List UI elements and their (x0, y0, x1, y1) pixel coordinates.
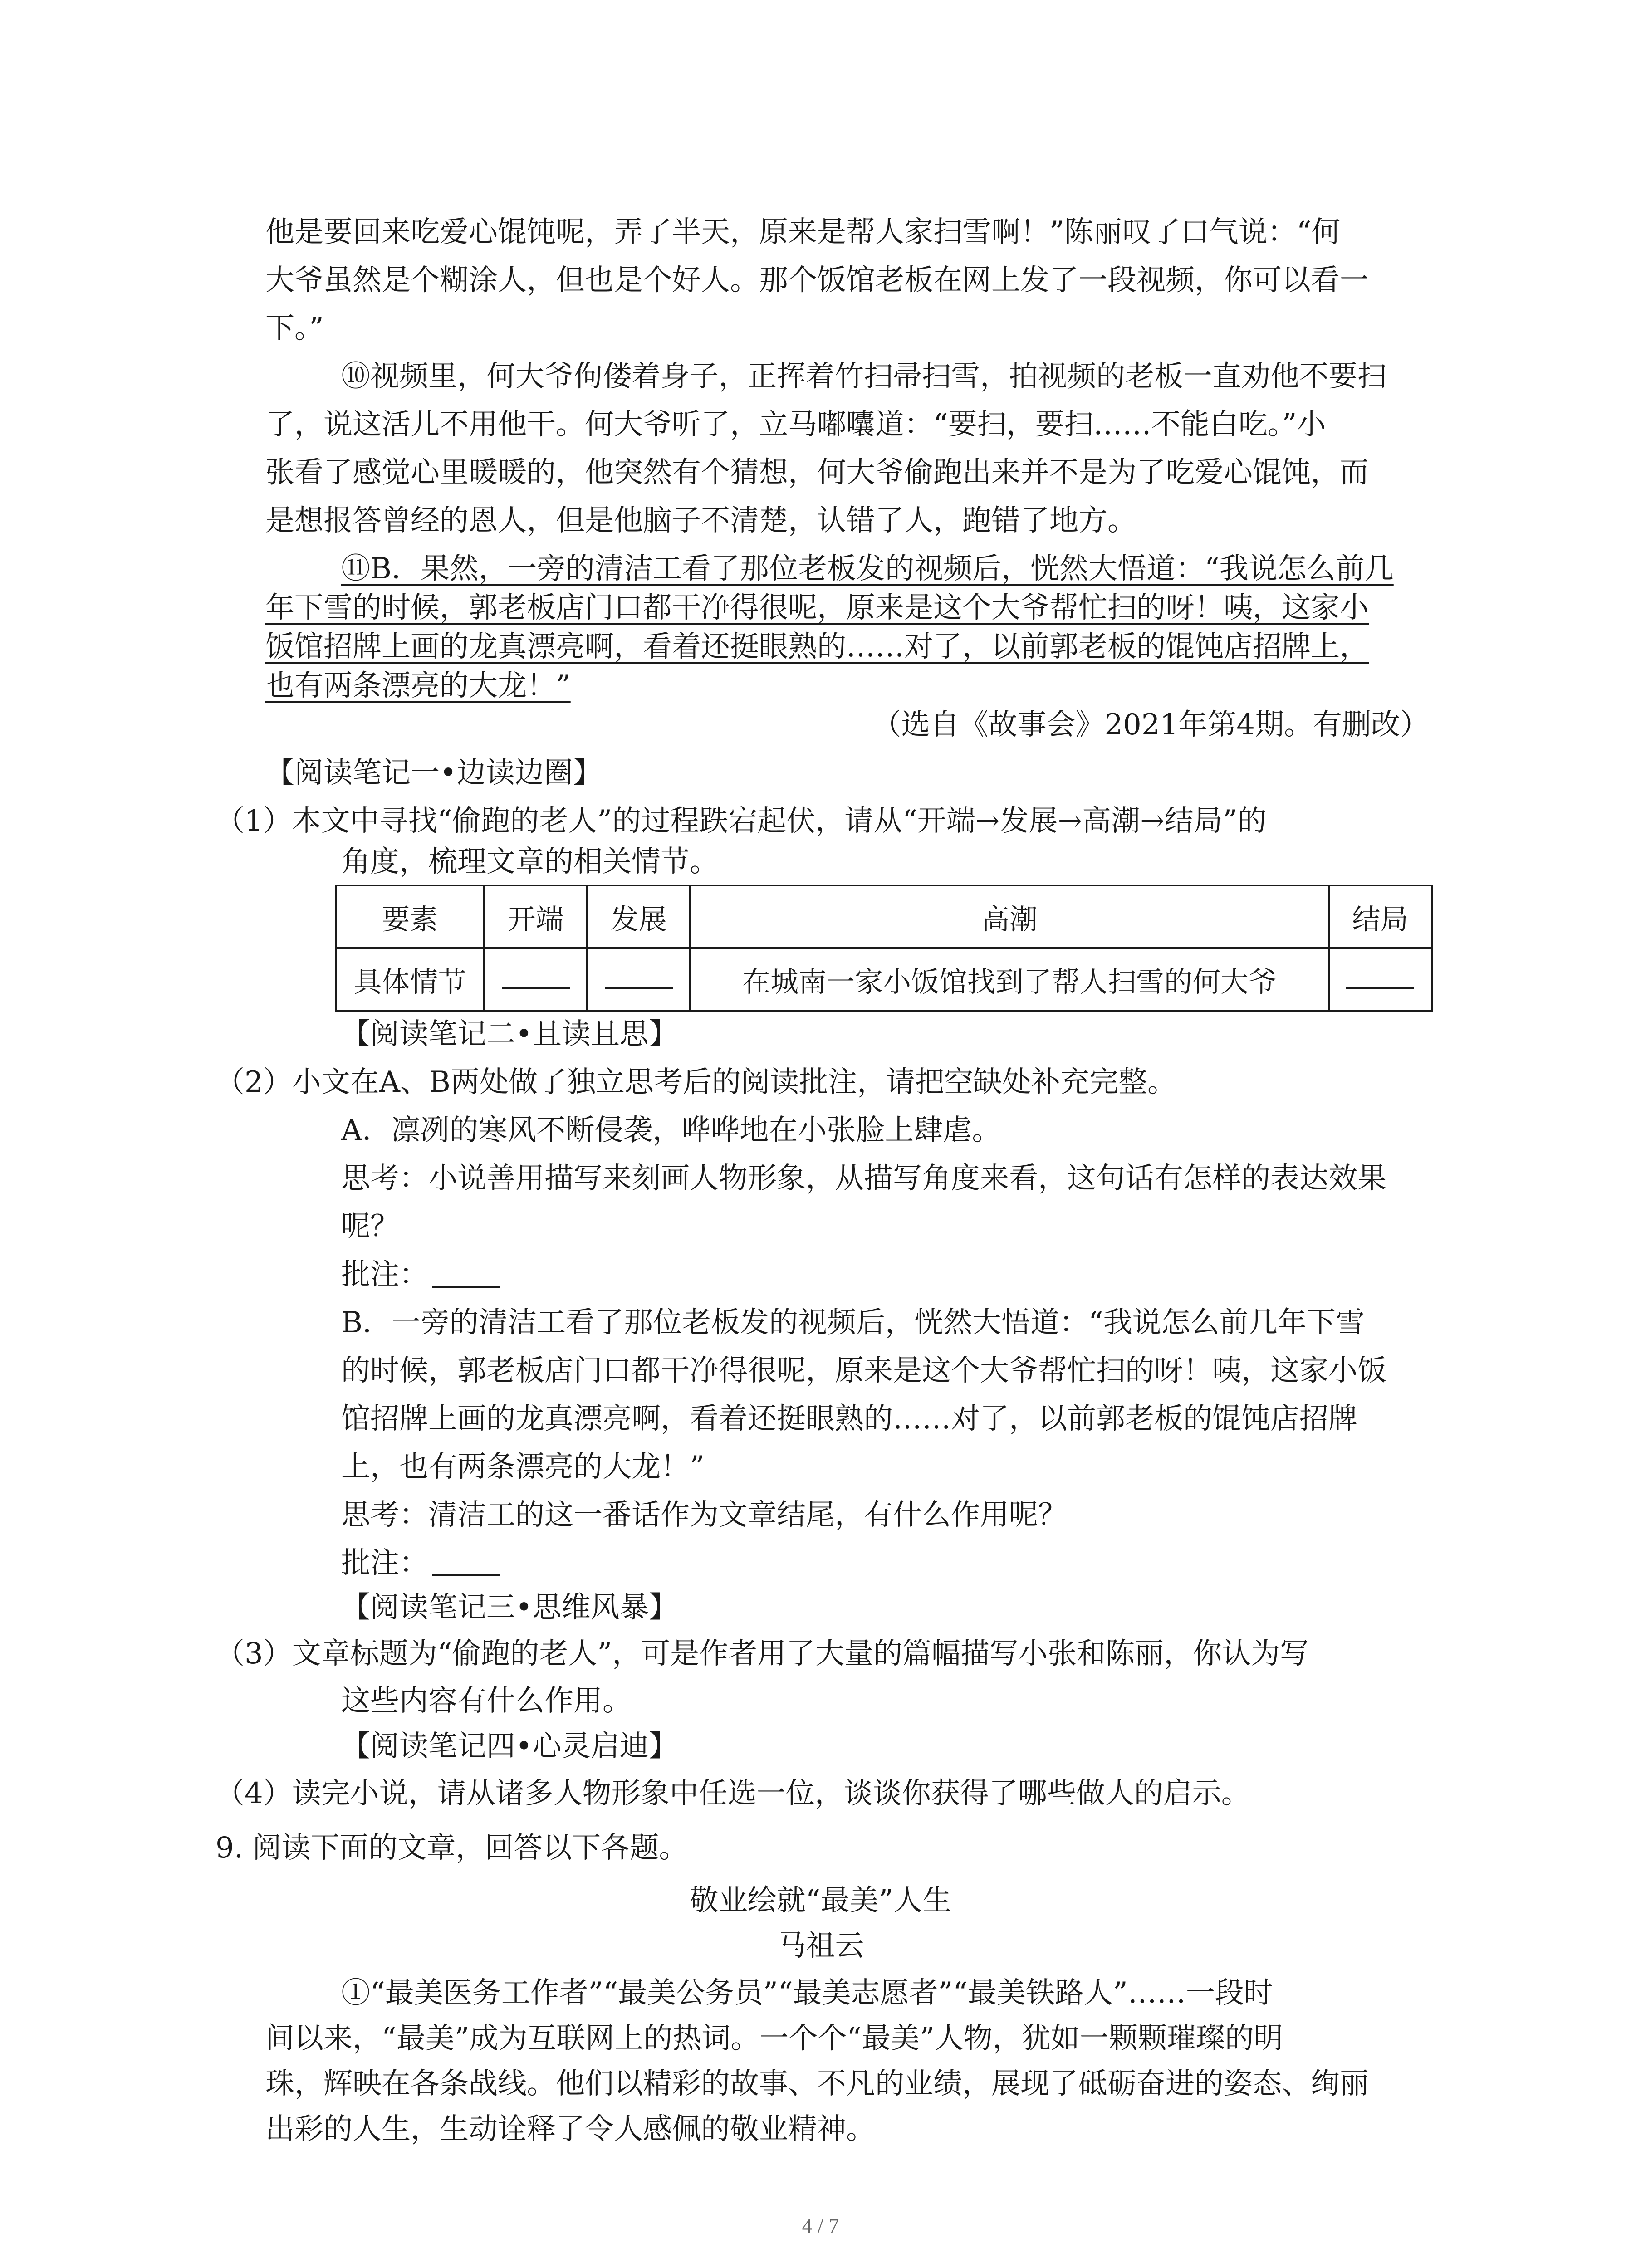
passage-line: 大爷虽然是个糊涂人，但也是个好人。那个饭馆老板在网上发了一段视频，你可以看一 (265, 264, 1369, 297)
note4-title: 【阅读笔记四•心灵启迪】 (341, 1730, 678, 1763)
annotation-label: 批注： (341, 1258, 428, 1291)
plot-table (335, 885, 1433, 1012)
q2-b-text: 的时候，郭老板店门口都干净得很呢，原来是这个大爷帮忙扫的呀！咦，这家小饭 (341, 1354, 1386, 1388)
q2-b-text: B．一旁的清洁工看了那位老板发的视频后，恍然大悟道：“我说怎么前几年下雪 (341, 1306, 1365, 1339)
climax-cell: 在城南一家小饭馆找到了帮人扫雪的何大爷 (690, 948, 1329, 1011)
q2-a-think: 思考：小说善用描写来刻画人物形象，从描写角度来看，这句话有怎样的表达效果 (341, 1162, 1386, 1195)
annotation-a (341, 1252, 1512, 1297)
question-9: 9. 阅读下面的文章，回答以下各题。 (216, 1831, 688, 1865)
header-cell: 发展 (587, 885, 690, 948)
answer-blank-b[interactable] (432, 1547, 500, 1576)
para10-line: 张看了感觉心里暖暖的，他突然有个猜想，何大爷偷跑出来并不是为了吃爱心馄饨，而 (265, 456, 1369, 489)
article-paragraph: 珠，辉映在各条战线。他们以精彩的故事、不凡的业绩，展现了砥砺奋进的姿态、绚丽 (265, 2067, 1369, 2101)
annotation-b (341, 1540, 1512, 1586)
para10-line: ⑩视频里，何大爷佝偻着身子，正挥着竹扫帚扫雪，拍视频的老板一直劝他不要扫 (341, 360, 1386, 393)
question-3-cont: 这些内容有什么作用。 (341, 1684, 632, 1718)
header-cell: 高潮 (690, 885, 1329, 948)
note3-title: 【阅读笔记三•思维风暴】 (341, 1591, 678, 1624)
para11-line-underlined: 年下雪的时候，郭老板店门口都干净得很呢，原来是这个大爷帮忙扫的呀！咦，这家小 (265, 591, 1369, 625)
header-cell: 开端 (484, 885, 587, 948)
article-paragraph: ①“最美医务工作者”“最美公务员”“最美志愿者”“最美铁路人”……一段时 (341, 1976, 1273, 2010)
note2-title: 【阅读笔记二•且读且思】 (341, 1017, 678, 1051)
article-paragraph: 出彩的人生，生动诠释了令人感佩的敬业精神。 (265, 2112, 875, 2146)
article-title: 敬业绘就“最美”人生 (689, 1884, 952, 1917)
para11-line-underlined: ⑪B．果然，一旁的清洁工看了那位老板发的视频后，恍然大悟道：“我说怎么前几 (341, 552, 1394, 586)
header-cell: 结局 (1329, 885, 1432, 948)
article-paragraph: 间以来，“最美”成为互联网上的热词。一个个“最美”人物，犹如一颗颗璀璨的明 (265, 2022, 1283, 2055)
passage-line: 他是要回来吃爱心馄饨呢，弄了半天，原来是帮人家扫雪啊！”陈丽叹了口气说：“何 (265, 215, 1341, 249)
answer-blank-ending[interactable] (1329, 948, 1432, 1011)
table-row (336, 948, 1432, 1011)
note1-title: 【阅读笔记一•边读边圈】 (265, 756, 602, 790)
passage-line: 下。” (265, 312, 324, 345)
question-3: （3）文章标题为“偷跑的老人”，可是作者用了大量的篇幅描写小张和陈丽，你认为写 (216, 1637, 1309, 1671)
question-1: （1）本文中寻找“偷跑的老人”的过程跌宕起伏，请从“开端→发展→高潮→结局”的 (216, 804, 1267, 838)
para11-line-underlined: 饭馆招牌上画的龙真漂亮啊，看着还挺眼熟的……对了，以前郭老板的馄饨店招牌上， (265, 630, 1369, 664)
para10-line: 了，说这活儿不用他干。何大爷听了，立马嘟囔道：“要扫，要扫……不能白吃。”小 (265, 408, 1326, 441)
table-header-row (336, 885, 1432, 948)
q2-b-text: 上，也有两条漂亮的大龙！” (341, 1450, 705, 1484)
question-2: （2）小文在A、B两处做了独立思考后的阅读批注，请把空缺处补充完整。 (216, 1066, 1176, 1099)
q2-a-text: A．凛冽的寒风不断侵袭，哗哗地在小张脸上肆虐。 (341, 1114, 1001, 1147)
para10-line: 是想报答曾经的恩人，但是他脑子不清楚，认错了人，跑错了地方。 (265, 504, 1136, 538)
para11-line-underlined: 也有两条漂亮的大龙！” (265, 669, 571, 703)
answer-blank-development[interactable] (587, 948, 690, 1011)
row-label: 具体情节 (336, 948, 484, 1011)
q2-a-think-cont: 呢？ (341, 1210, 399, 1243)
answer-blank-a[interactable] (432, 1259, 500, 1288)
answer-blank-start[interactable] (484, 948, 587, 1011)
q2-b-think: 思考：清洁工的这一番话作为文章结尾，有什么作用呢？ (341, 1498, 1067, 1532)
article-author: 马祖云 (777, 1929, 864, 1963)
header-cell: 要素 (336, 885, 484, 948)
source-citation: （选自《故事会》2021年第4期。有删改） (872, 708, 1429, 742)
q2-b-text: 馆招牌上画的龙真漂亮啊，看着还挺眼熟的……对了，以前郭老板的馄饨店招牌 (341, 1402, 1357, 1436)
annotation-label: 批注： (341, 1546, 428, 1580)
page-number: 4 / 7 (802, 2214, 839, 2237)
question-1-cont: 角度，梳理文章的相关情节。 (341, 845, 719, 879)
question-4: （4）读完小说，请从诸多人物形象中任选一位，谈谈你获得了哪些做人的启示。 (216, 1777, 1250, 1810)
